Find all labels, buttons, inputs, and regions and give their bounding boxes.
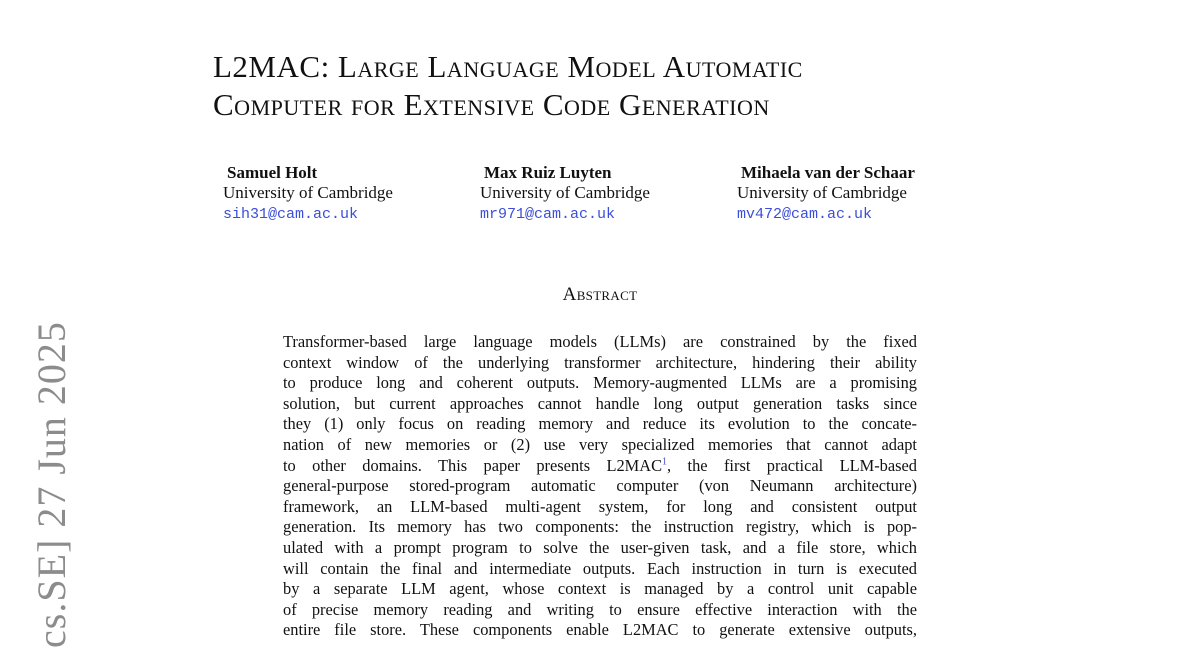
abstract-line: to produce long and coherent outputs. Memory-augmented LLMs are a promising bbox=[283, 373, 917, 393]
footnote-reference-link[interactable]: 1 bbox=[662, 456, 668, 468]
abstract-line: they (1) only focus on reading memory and reduce its evolution to the concate- bbox=[283, 414, 917, 434]
author-email-link[interactable]: mv472@cam.ac.uk bbox=[737, 206, 873, 223]
author-name: Max Ruiz Luyten bbox=[484, 163, 612, 182]
arxiv-identifier-stamp: cs.SE] 27 Jun 2025 bbox=[29, 321, 74, 648]
abstract-line: nation of new memories or (2) use very specialized memories that cannot adapt bbox=[283, 434, 917, 454]
author-affiliation: University of Cambridge bbox=[737, 183, 907, 202]
abstract-line: context window of the underlying transformer architecture, hindering their ability bbox=[283, 352, 917, 372]
abstract-line: ulated with a prompt program to solve the user-given task, and a file store, which bbox=[283, 537, 917, 557]
abstract-line-with-footnote bbox=[283, 456, 917, 477]
author-2 bbox=[480, 163, 737, 226]
abstract-body bbox=[283, 332, 917, 641]
abstract-line: by a separate LLM agent, whose context is managed by a control unit capable bbox=[283, 579, 917, 599]
author-name: Mihaela van der Schaar bbox=[741, 163, 915, 182]
abstract-line: Transformer-based large language models (LLMs) are constrained by the fixed bbox=[283, 332, 917, 351]
abstract-line: of precise memory reading and writing to ensure effective interaction with the bbox=[283, 599, 917, 619]
paper-title bbox=[213, 48, 1013, 124]
abstract-line: solution, but current approaches cannot handle long output generation tasks since bbox=[283, 393, 917, 413]
abstract-line: entire file store. These components enable L2MAC to generate extensive outputs, bbox=[283, 620, 917, 640]
abstract-line: generation. Its memory has two components: the instruction registry, which is pop- bbox=[283, 517, 917, 537]
abstract-text: to other domains. This paper presents L2MAC bbox=[283, 455, 663, 475]
author-1 bbox=[223, 163, 480, 226]
abstract-line: will contain the final and intermediate outputs. Each instruction in turn is executed bbox=[283, 558, 917, 578]
title-line-2: Computer for Extensive Code Generation bbox=[213, 87, 770, 122]
author-affiliation: University of Cambridge bbox=[480, 183, 650, 202]
author-email-link[interactable]: sih31@cam.ac.uk bbox=[223, 206, 359, 223]
title-line-1: L2MAC: Large Language Model Automatic bbox=[213, 49, 803, 84]
abstract-heading: Abstract bbox=[562, 284, 638, 305]
author-3 bbox=[737, 163, 994, 226]
abstract-line: framework, an LLM-based multi-agent system, for long and consistent output bbox=[283, 496, 917, 516]
author-name: Samuel Holt bbox=[227, 163, 318, 182]
author-email-link[interactable]: mr971@cam.ac.uk bbox=[480, 206, 616, 223]
author-affiliation: University of Cambridge bbox=[223, 183, 393, 202]
abstract-line: general-purpose stored-program automatic computer (von Neumann architecture) bbox=[283, 476, 917, 496]
author-block bbox=[223, 163, 994, 226]
abstract-text: , the first practical LLM-based bbox=[667, 455, 917, 475]
